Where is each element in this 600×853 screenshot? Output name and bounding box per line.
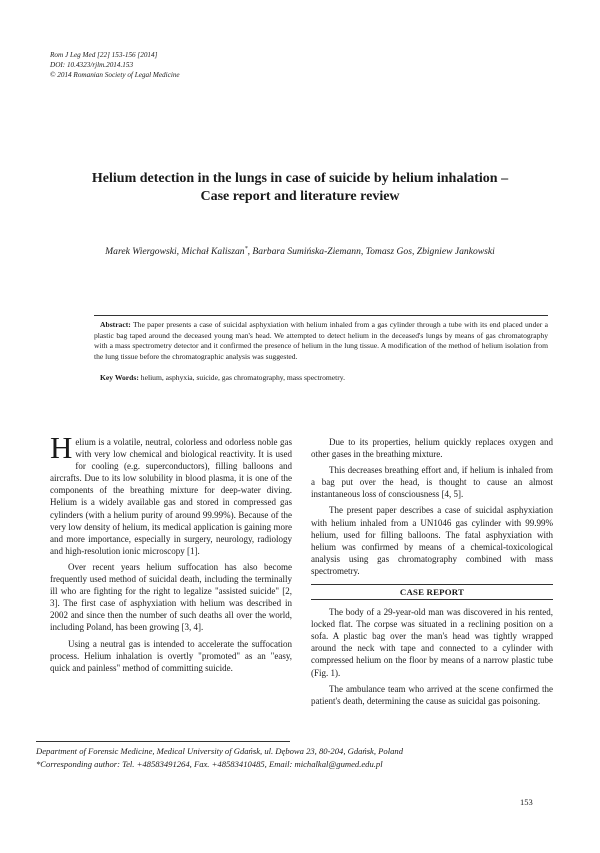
abstract-label: Abstract: <box>100 320 131 329</box>
affiliation-footnote: Department of Forensic Medicine, Medical University of Gdańsk, ul. Dębowa 23, 80-204, Gdańsk, Poland <box>36 746 403 756</box>
authors-part-2: , Barbara Sumińska-Ziemann, Tomasz Gos, Zbigniew Jankowski <box>247 246 495 258</box>
paragraph: The present paper describes a case of suicidal asphyxiation with helium inhaled from a UN1046 gas cylinder with 99.99% helium, used for filling balloons. The fatal asphyxiation with helium was confirmed by means of a chemical-toxicological analysis using gas chromatography combined with mass spectrometry. <box>311 505 553 576</box>
authors-part-1: Marek Wiergowski, Michał Kaliszan <box>105 246 245 258</box>
title-line-1: Helium detection in the lungs in case of suicide by helium inhalation – <box>91 171 509 186</box>
keywords-label: Key Words: <box>100 373 139 382</box>
abstract <box>94 320 548 362</box>
title-line-2: Case report and literature review <box>200 189 400 204</box>
keywords-text: helium, asphyxia, suicide, gas chromatography, mass spectrometry. <box>138 373 345 382</box>
abstract-divider <box>94 315 548 316</box>
footnotes <box>36 745 576 770</box>
paragraph: This decreases breathing effort and, if helium is inhaled from a bag put over the head, is thought to cause an almost instantaneous loss of consciousness [4, 5]. <box>311 465 553 500</box>
corresponding-footnote: *Corresponding author: Tel. +48583491264, Fax. +48583410485, Email: michalkal@gumed.edu.pl <box>36 758 383 769</box>
corresponding-mark: * <box>244 246 248 252</box>
keywords <box>94 373 548 384</box>
page-number: 153 <box>520 797 533 807</box>
journal-copyright: © 2014 Romanian Society of Legal Medicine <box>50 71 180 79</box>
section-heading-case-report: CASE REPORT <box>311 584 553 600</box>
paragraph: The ambulance team who arrived at the scene confirmed the patient's death, determining the cause as suicidal gas poisoning. <box>311 683 553 706</box>
footnote-divider <box>36 741 290 742</box>
column-left <box>50 430 292 674</box>
journal-citation: Rom J Leg Med [22] 153-156 [2014] <box>50 51 158 59</box>
abstract-text: The paper presents a case of suicidal asphyxiation with helium inhaled from a gas cylinder through a tube with its end placed under a plastic bag taped around the deceased young man's head. We attempted to detect helium in the deceased's lungs by means of gas chromatography with a mass spectrometry detector and it confirmed the presence of helium in the lung tissue. A modification of the method of helium isolation from the lung tissue before the chromatographic analysis was suggested. <box>94 320 548 361</box>
paragraph: Helium is a volatile, neutral, colorless and odorless noble gas with very low chemical and biological reactivity. It is used for cooling (e.g. superconductors), filling balloons and aircrafts. Due to its low solubility in blood plasma, it is one of the components of the breathing mixture for deep-water diving. Helium is a widely available gas and stored in compressed gas cylinders (with a helium purity of around 99.99%). Because of the very low density of helium, its medical application is gaining more and more importance, especially in surgery, neurology, radiology and high-resolution ionic microscopy [1]. <box>50 430 292 556</box>
paragraph: Over recent years helium suffocation has also become frequently used method of suicidal death, including the terminally ill who are fighting for the right to legalize "assisted suicide" [2, 3]. The first case of asphyxiation with helium was described in 2002 and since then the number of such deaths all over the world, including Poland, has been growing [3, 4]. <box>50 561 292 633</box>
journal-doi: DOI: 10.4323/rjlm.2014.153 <box>50 61 134 69</box>
article-title <box>30 170 570 206</box>
paragraph: The body of a 29-year-old man was discovered in his rented, locked flat. The corpse was situated in a reclining position on a sofa. A plastic bag over the man's head was tightly wrapped around the neck with tape and connected to a cylinder with compressed helium on the floor by means of a narrow plastic tube (Fig. 1). <box>311 607 553 678</box>
drop-cap: H <box>50 430 73 465</box>
author-list <box>30 243 570 258</box>
paragraph: Due to its properties, helium quickly replaces oxygen and other gases in the breathing mixture. <box>311 437 553 460</box>
journal-header <box>50 50 180 80</box>
paragraph: Using a neutral gas is intended to accelerate the suffocation process. Helium inhalation is overtly "promoted" as an "easy, quick and painless" method of committing suicide. <box>50 638 292 673</box>
column-right <box>311 436 553 707</box>
